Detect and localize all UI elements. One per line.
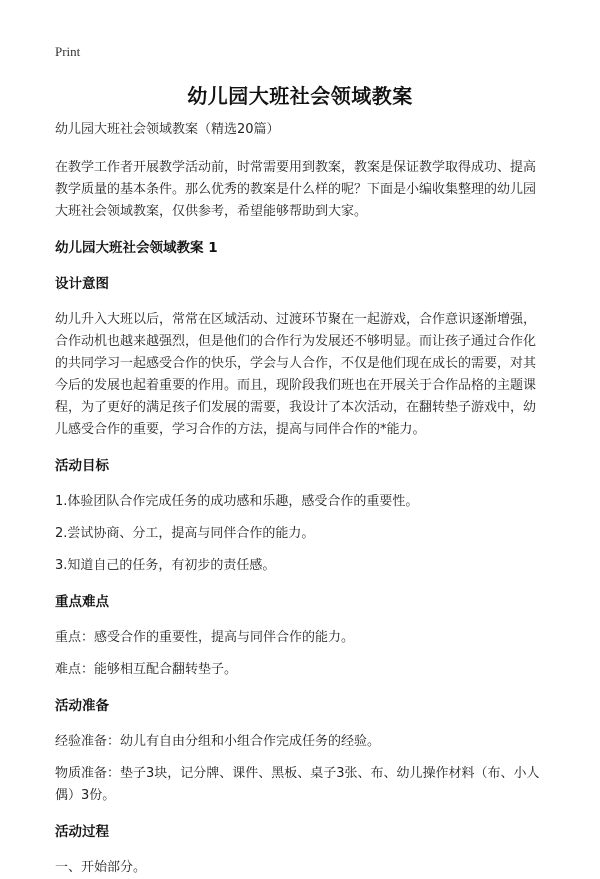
key-point: 重点：感受合作的重要性，提高与同伴合作的能力。 (55, 630, 355, 645)
goal-item-3: 3.知道自己的任务，有初步的责任感。 (55, 558, 276, 573)
process-step-1: 一、开始部分。 (55, 860, 147, 875)
section-title: 幼儿园大班社会领域教案 1 (55, 240, 218, 256)
document-body (55, 119, 545, 879)
process-heading: 活动过程 (55, 824, 109, 840)
print-link[interactable]: Print (55, 44, 81, 59)
goal-item-1: 1.体验团队合作完成任务的成功感和乐趣，感受合作的重要性。 (55, 494, 419, 509)
intro-paragraph: 在教学工作者开展教学活动前，时常需要用到教案，教案是保证教学取得成功、提高教学质量的基本条件。那么优秀的教案是什么样的呢？下面是小编收集整理的幼儿园大班社会领域教案，仅供参考，希望能够帮助到大家。 (55, 160, 537, 219)
prep-experience: 经验准备：幼儿有自由分组和小组合作完成任务的经验。 (55, 734, 381, 749)
design-heading: 设计意图 (55, 276, 109, 292)
subtitle: 幼儿园大班社会领域教案（精选20篇） (55, 122, 280, 137)
key-heading: 重点难点 (55, 594, 109, 610)
goals-heading: 活动目标 (55, 458, 109, 474)
page-title: 幼儿园大班社会领域教案 (187, 84, 413, 108)
difficulty-point: 难点：能够相互配合翻转垫子。 (55, 662, 238, 677)
design-paragraph: 幼儿升入大班以后，常常在区域活动、过渡环节聚在一起游戏，合作意识逐渐增强，合作动机也越来越强烈，但是他们的合作行为发展还不够明显。而让孩子通过合作化的共同学习一起感受合作的快乐，学会与人合作，不仅是他们现在成长的需要，对其今后的发展也起着重要的作用。而且，现阶段我们班也在开展关于合作品格的主题课程，为了更好的满足孩子们发展的需要，我设计了本次活动，在翻转垫子游戏中，幼儿感受合作的重要，学习合作的方法，提高与同伴合作的*能力。 (55, 312, 537, 437)
prep-materials: 物质准备：垫子3块，记分牌、课件、黑板、桌子3张、布、幼儿操作材料（布、小人偶）3份。 (55, 766, 540, 803)
prep-heading: 活动准备 (55, 698, 109, 714)
goal-item-2: 2.尝试协商、分工，提高与同伴合作的能力。 (55, 526, 315, 541)
